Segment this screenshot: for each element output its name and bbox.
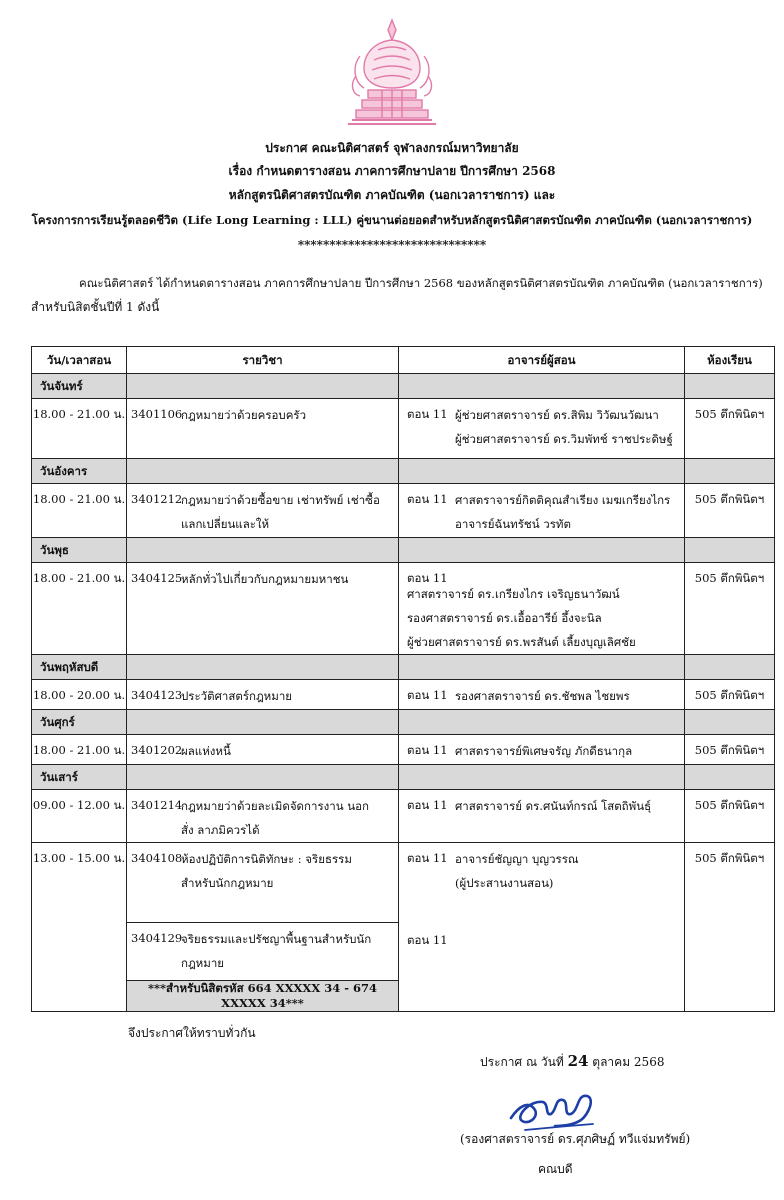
instructor-note: (ผู้ประสานงานสอน) [455, 876, 554, 890]
table-row [32, 484, 775, 538]
signer-name: (รองศาสตราจารย์ ดร.ศุภศิษฏ์ ทวีแจ่มทรัพย์) [460, 1132, 691, 1146]
date-day: 24 [567, 1052, 589, 1070]
instructor-name: อาจารย์ฉันทรัชน์ วรทัต [455, 517, 571, 531]
course-name: กฎหมายว่าด้วยละเมิดจัดการงาน นอกสั่ง ลาภมิควรได้ [181, 799, 369, 837]
instructor-name: ศาสตราจารย์กิตติคุณสำเรียง เมฆเกรียงไกร [455, 493, 671, 507]
class-time: 18.00 - 21.00 น. [32, 399, 127, 459]
instructor-name: อาจารย์ชัญญา บุญวรรณ [455, 852, 579, 866]
subject-cell [127, 843, 399, 923]
instructor-cell [399, 790, 685, 843]
announcement-title: ประกาศ คณะนิติศาสตร์ จุฬาลงกรณ์มหาวิทยาลัย [265, 141, 519, 155]
subject-cell [127, 735, 399, 765]
instructor-cell [399, 843, 685, 923]
instructor-cell [399, 399, 685, 459]
course-name: ประวัติศาสตร์กฎหมาย [181, 689, 293, 703]
section: ตอน 11 [407, 798, 448, 812]
instructor-name: รองศาสตราจารย์ ดร.ชัชพล ไชยพร [455, 689, 630, 703]
room: 505 ตึกพินิตฯ [685, 790, 775, 843]
table-row [32, 563, 775, 655]
room: 505 ตึกพินิตฯ [685, 399, 775, 459]
course-name: จริยธรรมและปรัชญาพื้นฐานสำหรับนักกฎหมาย [181, 932, 372, 970]
course-code: 3401214 [131, 798, 183, 812]
instructor-name: ศาสตราจารย์พิเศษจรัญ ภักดีธนากุล [455, 744, 633, 758]
header-divider-stars: ****************************** [297, 238, 487, 252]
subject-cell [127, 484, 399, 538]
student-id-note: ***สำหรับนิสิตรหัส 664 XXXXX 34 - 674 XXXXX 34*** [127, 981, 399, 1012]
room: 505 ตึกพินิตฯ [685, 680, 775, 710]
instructor-name: ผู้ช่วยศาสตราจารย์ ดร.วิมพัทช์ ราชประดิษฐ์ [455, 432, 673, 446]
class-time: 18.00 - 21.00 น. [32, 735, 127, 765]
table-row [32, 735, 775, 765]
date-suffix: ตุลาคม 2568 [592, 1055, 665, 1069]
class-time: 18.00 - 20.00 น. [32, 680, 127, 710]
signer-role: คณบดี [538, 1162, 573, 1176]
lll-program-line: โครงการการเรียนรู้ตลอดชีวิต (Life Long Learning : LLL) คู่ขนานต่อยอดสำหรับหลักสูตรนิติศาสตรบัณฑิต ภาคบัณฑิต (นอกเวลาราชการ) [31, 213, 753, 227]
section: ตอน 11 [407, 851, 448, 865]
section: ตอน 11 [407, 743, 448, 757]
course-name: กฎหมายว่าด้วยซื้อขาย เช่าทรัพย์ เช่าซื้อ แลกเปลี่ยนและให้ [181, 493, 380, 531]
table-row [32, 790, 775, 843]
intro-line-1: คณะนิติศาสตร์ ได้กำหนดตารางสอน ภาคการศึกษาปลาย ปีการศึกษา 2568 ของหลักสูตรนิติศาสตรบัณฑิต ภาคบัณฑิต (นอกเวลาราชการ) [79, 276, 763, 290]
instructor-cell [399, 735, 685, 765]
date-prefix: ประกาศ ณ วันที่ [480, 1055, 564, 1069]
course-name: ห้องปฏิบัติการนิติทักษะ : จริยธรรมสำหรับนักกฎหมาย [181, 852, 352, 890]
program-line: หลักสูตรนิติศาสตรบัณฑิต ภาคบัณฑิต (นอกเวลาราชการ) และ [228, 188, 556, 202]
university-seal-icon [342, 16, 442, 128]
class-time: 13.00 - 15.00 น. [32, 843, 127, 1012]
section: ตอน 11 [407, 571, 448, 585]
day-label: วันจันทร์ [32, 374, 127, 399]
day-label: วันพฤหัสบดี [32, 655, 127, 680]
class-time: 18.00 - 21.00 น. [32, 563, 127, 655]
room: 505 ตึกพินิตฯ [685, 735, 775, 765]
day-row-tuesday [32, 459, 775, 484]
day-label: วันศุกร์ [32, 710, 127, 735]
header-subject: รายวิชา [127, 347, 399, 374]
day-row-monday [32, 374, 775, 399]
instructor-name: ผู้ช่วยศาสตราจารย์ ดร.สิพิม วิวัฒนวัฒนา [455, 408, 659, 422]
section: ตอน 11 [407, 492, 448, 506]
course-code: 3404108 [131, 851, 183, 865]
course-code: 3404129 [131, 931, 183, 945]
instructor-name: ศาสตราจารย์ ดร.เกรียงไกร เจริญธนาวัฒน์ [407, 587, 620, 601]
subject-cell [127, 680, 399, 710]
course-name: กฎหมายว่าด้วยครอบครัว [181, 408, 307, 422]
table-row [32, 843, 775, 923]
instructor-name: ผู้ช่วยศาสตราจารย์ ดร.พรสันต์ เลี้ยงบุญเลิศชัย [407, 635, 636, 649]
day-label: วันอังคาร [32, 459, 127, 484]
handwritten-signature-icon [505, 1080, 603, 1136]
course-code: 3404125 [131, 571, 183, 585]
day-row-saturday [32, 765, 775, 790]
intro-line-2: สำหรับนิสิตชั้นปีที่ 1 ดังนี้ [31, 300, 160, 314]
table-row [32, 923, 775, 981]
subject-cell [127, 563, 399, 655]
subject-cell [127, 923, 399, 981]
subject-cell [127, 790, 399, 843]
course-name: หลักทั่วไปเกี่ยวกับกฎหมายมหาชน [181, 572, 349, 586]
announcement-date [480, 1052, 664, 1072]
room: 505 ตึกพินิตฯ [685, 563, 775, 655]
day-label: วันพุธ [32, 538, 127, 563]
instructor-cell [399, 680, 685, 710]
closing-statement: จึงประกาศให้ทราบทั่วกัน [128, 1026, 256, 1040]
instructor-name: รองศาสตราจารย์ ดร.เอื้ออารีย์ อึ้งจะนิล [407, 611, 602, 625]
class-time: 09.00 - 12.00 น. [32, 790, 127, 843]
course-code: 3401106 [131, 407, 183, 421]
day-row-thursday [32, 655, 775, 680]
course-name: ผลแห่งหนี้ [181, 744, 231, 758]
header-room: ห้องเรียน [685, 347, 775, 374]
room: 505 ตึกพินิตฯ [685, 843, 775, 1012]
day-row-wednesday [32, 538, 775, 563]
class-time: 18.00 - 21.00 น. [32, 484, 127, 538]
table-header-row [32, 347, 775, 374]
day-label: วันเสาร์ [32, 765, 127, 790]
subject-cell [127, 399, 399, 459]
room: 505 ตึกพินิตฯ [685, 484, 775, 538]
table-row [32, 680, 775, 710]
header-instructor: อาจารย์ผู้สอน [399, 347, 685, 374]
table-row [32, 399, 775, 459]
instructor-cell [399, 923, 685, 1012]
schedule-table [31, 346, 775, 1012]
course-code: 3401202 [131, 743, 183, 757]
day-row-friday [32, 710, 775, 735]
section: ตอน 11 [407, 407, 448, 421]
instructor-cell [399, 563, 685, 655]
instructor-cell [399, 484, 685, 538]
section: ตอน 11 [407, 932, 448, 947]
instructor-name: ศาสตราจารย์ ดร.ศนันท์กรณ์ โสตถิพันธุ์ [455, 799, 652, 813]
announcement-subject: เรื่อง กำหนดตารางสอน ภาคการศึกษาปลาย ปีการศึกษา 2568 [228, 164, 556, 178]
section: ตอน 11 [407, 688, 448, 702]
course-code: 3401212 [131, 492, 183, 506]
course-code: 3404123 [131, 688, 183, 702]
header-time: วัน/เวลาสอน [32, 347, 127, 374]
